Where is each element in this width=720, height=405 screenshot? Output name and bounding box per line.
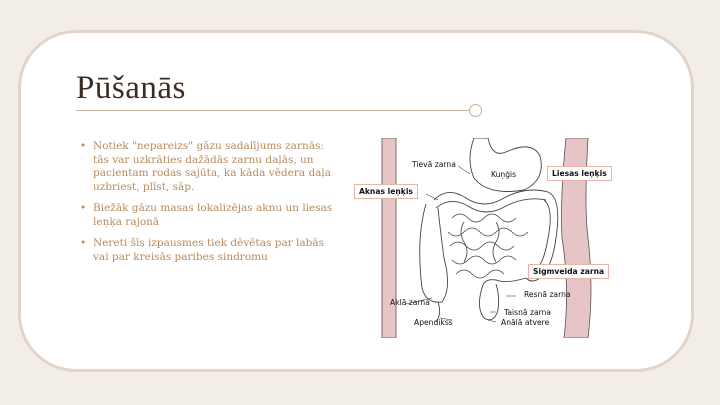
digestive-system-diagram [356, 138, 616, 338]
small-intestine-loop [448, 228, 528, 236]
bullet-list [80, 140, 340, 272]
label-aknas-lenkis: Aknas leņķis [354, 184, 418, 199]
bullet-item: • Nereti šīs izpausmes tiek dēvētas par labās vai par kreisās paribes sindromu [80, 237, 340, 264]
ascending-colon [420, 204, 448, 302]
small-intestine-loop [452, 256, 516, 264]
label-liesas-lenkis: Liesas leņķis [547, 166, 612, 181]
divider-circle-ornament [469, 104, 482, 117]
label-sigmveida-zarna: Sigmveida zarna [528, 264, 609, 279]
leader-line [458, 166, 470, 174]
small-intestine-loops [448, 214, 528, 278]
label-resna-zarna: Resnā zarna [524, 290, 571, 299]
sigmoid-colon [482, 278, 526, 288]
bullet-item: • Notiek "nepareizs" gāzu sadalījums zarnās: tās var uzkrāties dažādās zarnu daļās, un pacientam rodas sajūta, ka kāda vēdera daļa uzbriest, plīst, sāp. [80, 140, 340, 194]
slide-title: Pūšanās [76, 70, 186, 106]
label-taisna-zarna: Taisnā zarna [504, 308, 552, 317]
leader-line [488, 320, 496, 322]
transverse-colon-lower [436, 199, 546, 212]
rectum [479, 284, 498, 320]
label-anala-atvere: Anālā atvere [501, 318, 550, 327]
bullet-item: • Biežāk gāzu masas lokalizējas aknu un liesas leņķa rajonā [80, 202, 340, 229]
small-intestine-loop [493, 222, 499, 262]
stomach-shape [470, 138, 541, 192]
label-apendikss: Apendikss [414, 318, 453, 327]
leader-line [426, 194, 438, 200]
label-kungis: Kuņģis [491, 170, 517, 179]
descending-colon-inner [534, 200, 550, 272]
small-intestine-loop [452, 214, 516, 222]
body-wall-left [382, 138, 396, 338]
small-intestine-loop [461, 222, 467, 262]
small-intestine-loop [450, 242, 514, 250]
label-akla-zarna: Aklā zarna [390, 298, 430, 307]
title-divider [76, 110, 472, 111]
small-intestine-loop [456, 270, 504, 278]
label-tieva-zarna: Tievā zarna [412, 160, 456, 169]
